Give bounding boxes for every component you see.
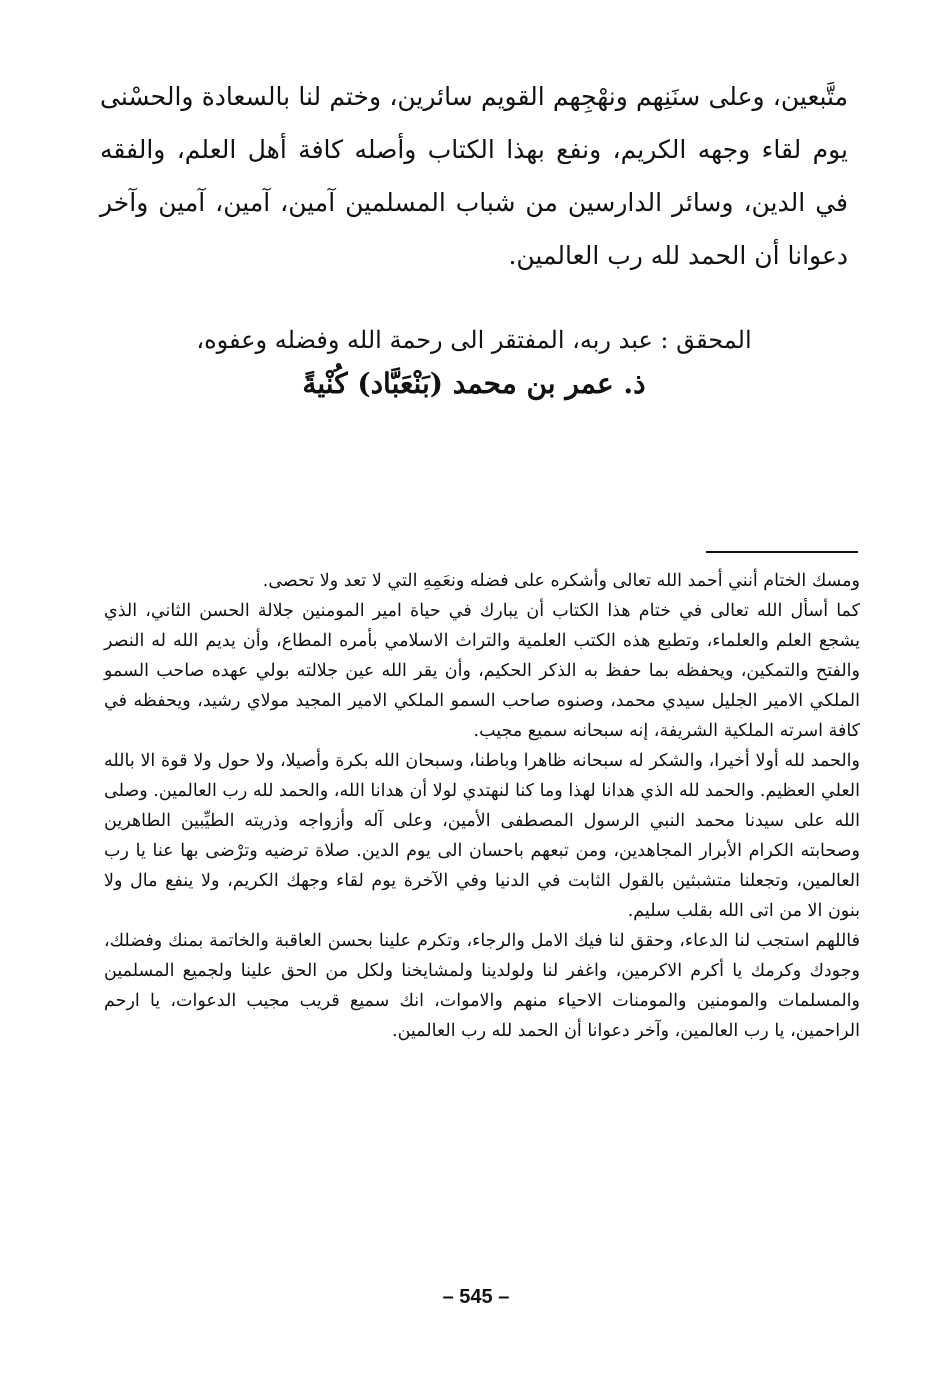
signature-line-2: ذ. عمر بن محمد (بَنْعَبَّاد) كُنْيةً — [302, 367, 646, 400]
author-signature — [100, 318, 848, 406]
main-paragraph: متَّبعين، وعلى سنَنِهم ونهْجِهم القويم سائرين، وختم لنا بالسعادة والحسْنى يوم لقاء وجهه الكريم، ونفع بهذا الكتاب وأصله كافة أهل العلم، والفقه في الدين، وسائر الدارسين من شباب المسلمين آمين، آمين، آمين وآخر دعوانا أن الحمد لله رب العالمين. — [100, 82, 848, 270]
footnotes-block — [104, 566, 860, 1046]
signature-line-1: المحقق : عبد ربه، المفتقر الى رحمة الله وفضله وعفوه، — [196, 326, 752, 354]
main-text-block — [100, 70, 848, 282]
footnote-paragraph: والحمد لله أولا أخيرا، والشكر له سبحانه ظاهرا وباطنا، وسبحان الله بكرة وأصيلا، ولا حول ولا قوة الا بالله العلي العظيم. والحمد لله الذي هدانا لهذا وما كنا لنهتدي لولا أن هدانا الله، والحمد لله رب العالمين. وصلى الله على سيدنا محمد النبي الرسول المصطفى الأمين، وعلى آله وأزواجه وذريته الطيِّبين الطاهرين وصحابته الكرام الأبرار المجاهدين، ومن تبعهم باحسان الى يوم الدين. صلاة ترضيه وترْضى بها عنا يا رب العالمين، وتجعلنا متشبثين بالقول الثابت في الدنيا وفي الآخرة يوم لقاء وجهك الكريم، ولا ينفع مال ولا بنون الا من اتى الله بقلب سليم. — [104, 751, 860, 921]
page-number: – 545 – — [442, 1286, 510, 1308]
footnote-paragraph: ومسك الختام أنني أحمد الله تعالى وأشكره على فضله ونعَمِهِ التي لا تعد ولا تحصى. — [262, 571, 860, 591]
footnote-paragraph: كما أسأل الله تعالى في ختام هذا الكتاب أن يبارك في حياة امير المومنين جلالة الحسن الثاني، الذي يشجع العلم والعلماء، وتطبع هذه الكتب العلمية والتراث الاسلامي بأمره المطاع، وأن يديم الله له النصر والفتح والتمكين، ويحفظه بما حفظ به الذكر الحكيم، وأن يقر الله عين جلالته بولي عهده صاحب السمو الملكي الامير الجليل سيدي محمد، وصنوه صاحب السمو الملكي الامير المجيد مولاي رشيد، ويحفظه في كافة اسرته الملكية الشريفة، إنه سبحانه سميع مجيب. — [104, 601, 860, 741]
footnote-paragraph: فاللهم استجب لنا الدعاء، وحقق لنا فيك الامل والرجاء، وتكرم علينا بحسن العاقبة والخاتمة بمنك وفضلك، وجودك وكرمك يا أكرم الاكرمين، واغفر لنا ولولدينا ولمشايخنا ولكل من الحق علينا ولجميع المسلمين والمسلمات والمومنين والمومنات الاحياء منهم والاموات، انك سميع قريب مجيب الدعوات، يا ارحم الراحمين، يا رب العالمين، وآخر دعوانا أن الحمد لله رب العالمين. — [104, 931, 860, 1041]
footnote-divider — [706, 551, 858, 553]
